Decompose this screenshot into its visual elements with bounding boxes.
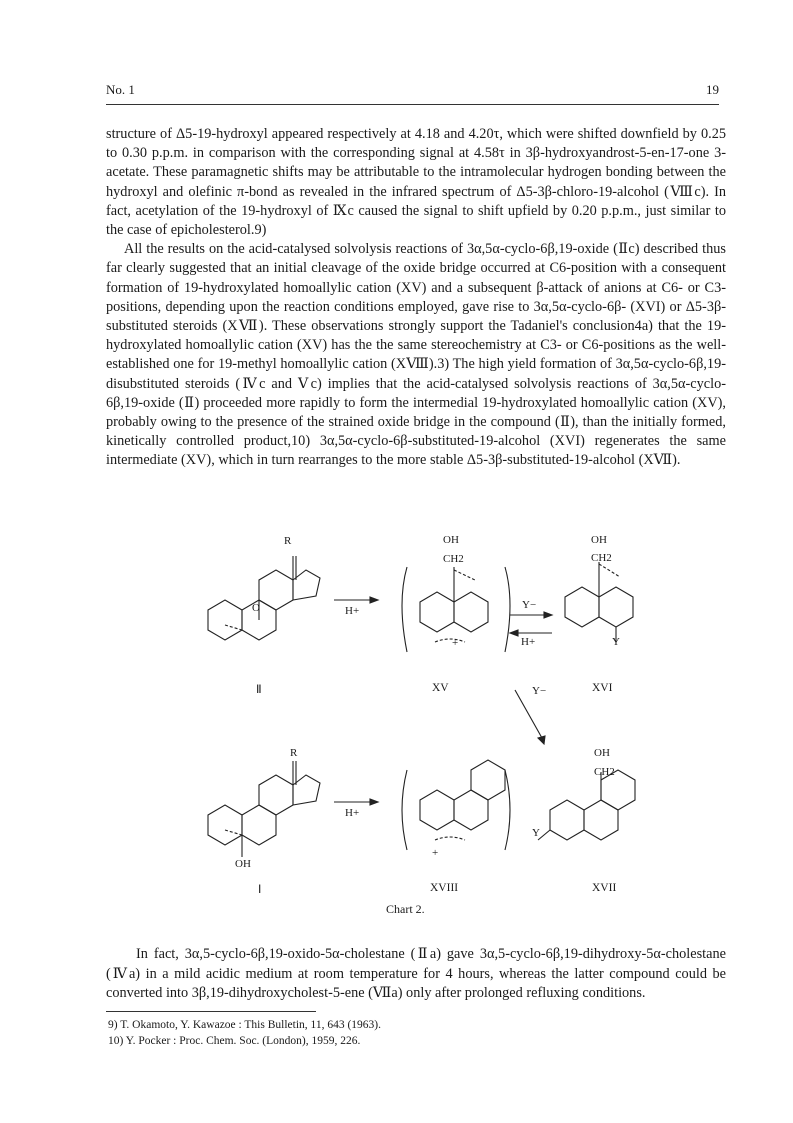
body-text [106, 125, 726, 471]
label-R-I: R [290, 747, 298, 759]
paragraph-1: structure of Δ5-19-hydroxyl appeared respectively at 4.18 and 4.20τ, which were shifted downfield by 0.25 to 0.30 p.p.m. in comparison with the corresponding signal at 4.58τ in 3β-hydroxyandrost-5-en-17-one 3-acetate. These paramagnetic shifts may be attributable to the intramolecular hydrogen bonding between the hydroxyl and olefinic π-bond as revealed in the infrared spectrum of Δ5-3β-chloro-19-alcohol (Ⅷc). In fact, acetylation of the 19-hydroxyl of Ⅸc caused the signal to shift upfield by 0.20 p.p.m., just similar to the case of epicholesterol.9) [106, 126, 726, 239]
footnotes [108, 1017, 381, 1049]
journal-issue: No. 1 [106, 82, 135, 97]
label-Hplus-1: H+ [345, 605, 360, 617]
header-rule [106, 104, 719, 105]
label-CH2-XV: CH2 [443, 553, 464, 565]
label-Yminus-2: Y− [532, 685, 547, 697]
page-header [106, 82, 719, 102]
footnote-text: T. Okamoto, Y. Kawazoe : This Bulletin, 11, 643 (1963). [120, 1019, 382, 1031]
structure-II [208, 556, 320, 640]
structure-XVII [538, 770, 635, 840]
label-OH-XVI: OH [591, 534, 607, 546]
compound-label-XVI: XVI [592, 682, 613, 694]
compound-label-XVII: XVII [592, 882, 617, 894]
label-CH2-XVII: CH2 [594, 766, 615, 778]
label-Y-XVII: Y [532, 827, 540, 839]
label-plus-XV: + [452, 637, 459, 649]
structure-XVI [565, 562, 633, 642]
footnote-text: Y. Pocker : Proc. Chem. Soc. (London), 1959, 226. [125, 1035, 361, 1047]
label-Y-XVI: Y [612, 636, 620, 648]
label-OH-XVII: OH [594, 747, 610, 759]
footnote-number: 10) [108, 1035, 124, 1047]
scheme-drawing [180, 530, 680, 915]
label-R-II: R [284, 535, 292, 547]
footnote-9 [108, 1017, 381, 1033]
label-Hplus-2: H+ [521, 636, 536, 648]
label-Yminus-1: Y− [522, 599, 537, 611]
page-number: 19 [706, 82, 719, 97]
chart-caption: Chart 2. [386, 902, 425, 916]
compound-label-I: Ⅰ [258, 884, 262, 896]
label-plus-XVIII: + [432, 847, 439, 859]
label-OH-I: OH [235, 858, 251, 870]
footnote-number: 9) [108, 1019, 118, 1031]
compound-label-II: Ⅱ [256, 684, 262, 696]
paragraph-2: All the results on the acid-catalysed solvolysis reactions of 3α,5α-cyclo-6β,19-oxide (Ⅱc) described thus far clearly suggested that an initial cleavage of the oxide bridge occurred at C6-position with a consequent formation of 19-hydroxylated homoallylic cation (XV) and a subsequent β-attack of anions at C6- or C3-positions, depending upon the reaction conditions employed, gave rise to 3α,5α-cyclo-6β- (XVI) or Δ5-3β-substituted steroids (XⅦ). These observations strongly support the Tadaniel's conclusion4a) that the 19-hydroxylated homoallylic cation (XV) has the the same stereochemistry at C3- or C6-positions as the well-established one for 19-methyl homoallylic cation (XⅧ).3) The high yield formation of 3α,5α-cyclo-6β,19-disubstituted steroids (Ⅳc and Ⅴc) implies that the acid-catalysed solvolysis reactions of 3α,5α-cyclo-6β,19-oxide (Ⅱ) proceeded more rapidly to form the intermedial 19-hydroxylated homoallylic cation (XV), probably owing to the presence of the strained oxide bridge in the compound (Ⅱ), than the initially formed, kinetically controlled product,10) 3α,5α-cyclo-6β-substituted-19-alcohol (XVI) regenerates the same intermediate (XV), which in turn rearranges to the more stable Δ5-3β-substituted-19-alcohol (XⅦ). [106, 241, 726, 469]
paragraph-3: In fact, 3α,5-cyclo-6β,19-oxido-5α-cholestane (Ⅱa) gave 3α,5-cyclo-6β,19-dihydroxy-5α-cholestane (Ⅳa) in a mild acidic medium at room temperature for 4 hours, whereas the latter compound could be converted into 3β,19-dihydroxycholest-5-ene (Ⅶa) only after prolonged refluxing conditions. [106, 946, 726, 1001]
compound-label-XV: XV [432, 682, 449, 694]
footnote-rule [106, 1011, 316, 1012]
reaction-scheme [180, 530, 680, 915]
label-Hplus-3: H+ [345, 807, 360, 819]
structure-XVIII [402, 760, 510, 850]
footnote-10 [108, 1033, 381, 1049]
label-CH2-XVI: CH2 [591, 552, 612, 564]
label-OH-XV: OH [443, 534, 459, 546]
structure-I [208, 761, 320, 857]
label-O-II: O [252, 602, 260, 614]
compound-label-XVIII: XVIII [430, 882, 459, 894]
